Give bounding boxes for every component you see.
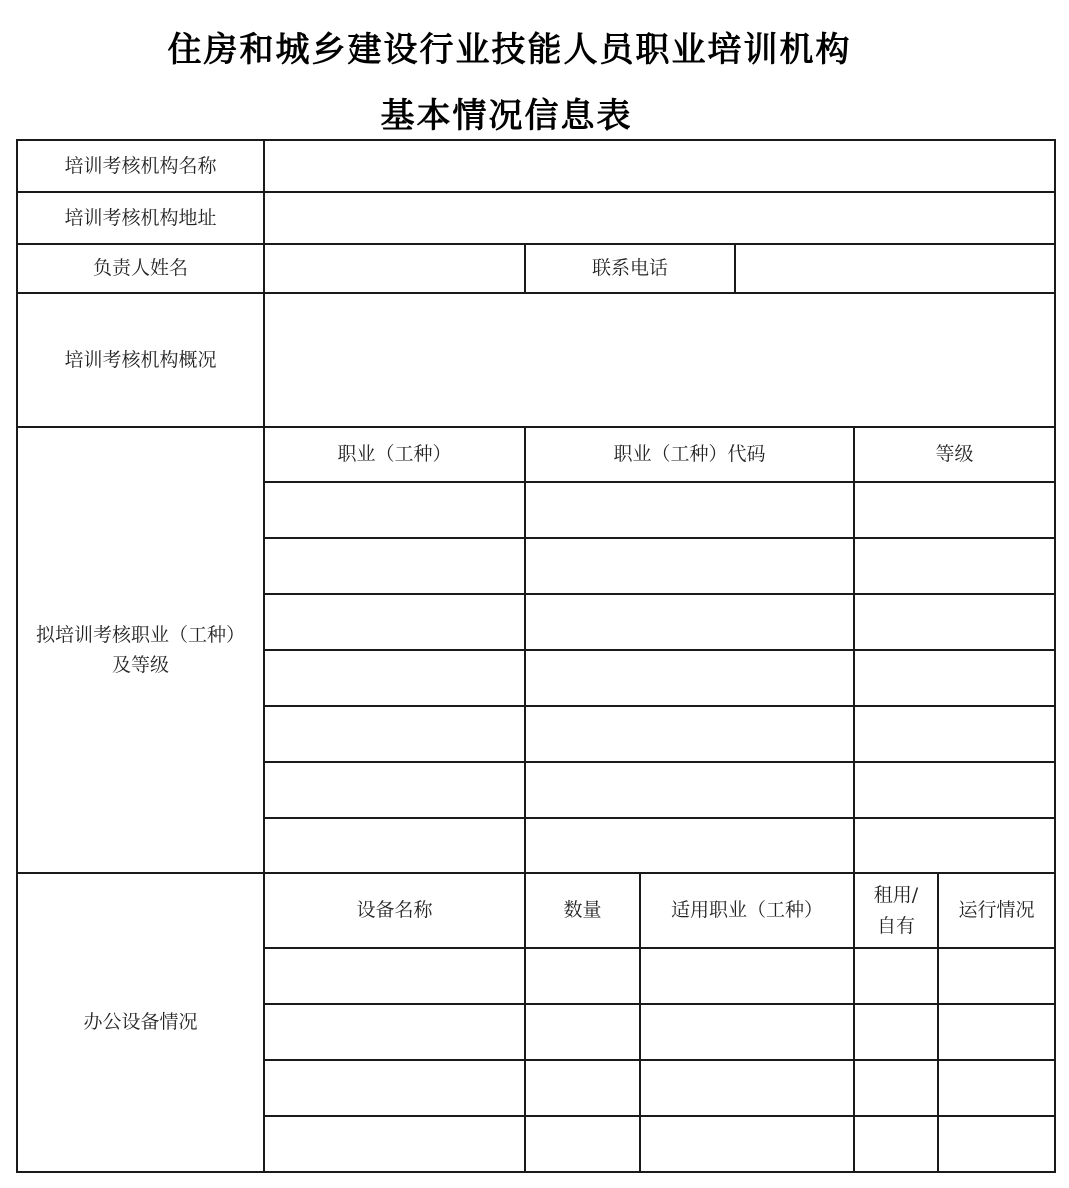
occupation-code-cell[interactable] bbox=[524, 649, 855, 707]
form-title-line1: 住房和城乡建设行业技能人员职业培训机构 bbox=[167, 30, 852, 70]
occupation-code-cell[interactable] bbox=[524, 761, 855, 819]
level-cell[interactable] bbox=[853, 705, 1056, 763]
org-name-label: 培训考核机构名称 bbox=[16, 139, 265, 193]
equipment-section-label: 办公设备情况 bbox=[16, 872, 265, 1173]
overview-field[interactable] bbox=[263, 292, 1056, 428]
level-cell[interactable] bbox=[853, 649, 1056, 707]
rent-own-cell[interactable] bbox=[853, 1003, 939, 1061]
person-name-label: 负责人姓名 bbox=[16, 243, 265, 294]
applicable-occupation-cell[interactable] bbox=[639, 1003, 855, 1061]
org-address-field[interactable] bbox=[263, 191, 1056, 245]
overview-label: 培训考核机构概况 bbox=[16, 292, 265, 428]
applicable-occupation-cell[interactable] bbox=[639, 1115, 855, 1173]
applicable-occupation-cell[interactable] bbox=[639, 1059, 855, 1117]
operating-status-cell[interactable] bbox=[937, 1059, 1056, 1117]
phone-field[interactable] bbox=[734, 243, 1056, 294]
rent-own-cell[interactable] bbox=[853, 1059, 939, 1117]
occupation-cell[interactable] bbox=[263, 817, 526, 874]
occupation-code-cell[interactable] bbox=[524, 705, 855, 763]
col-header-operating-status: 运行情况 bbox=[937, 872, 1056, 949]
occupations-label-line1: 拟培训考核职业（工种） bbox=[35, 623, 245, 646]
rent-own-line2: 自有 bbox=[876, 914, 915, 937]
rent-own-cell[interactable] bbox=[853, 947, 939, 1005]
applicable-occupation-cell[interactable] bbox=[639, 947, 855, 1005]
quantity-cell[interactable] bbox=[524, 1115, 641, 1173]
col-header-equipment-name: 设备名称 bbox=[263, 872, 526, 949]
col-header-applicable-occupation: 适用职业（工种） bbox=[639, 872, 855, 949]
level-cell[interactable] bbox=[853, 817, 1056, 874]
equipment-name-cell[interactable] bbox=[263, 947, 526, 1005]
equipment-name-cell[interactable] bbox=[263, 1115, 526, 1173]
occupation-cell[interactable] bbox=[263, 705, 526, 763]
col-header-rent-own bbox=[853, 872, 939, 949]
operating-status-cell[interactable] bbox=[937, 1115, 1056, 1173]
form-title-line2: 基本情况信息表 bbox=[380, 96, 633, 136]
occupation-cell[interactable] bbox=[263, 481, 526, 539]
rent-own-cell[interactable] bbox=[853, 1115, 939, 1173]
occupations-label-line2: 及等级 bbox=[111, 654, 169, 676]
occupation-cell[interactable] bbox=[263, 761, 526, 819]
occupation-code-cell[interactable] bbox=[524, 593, 855, 651]
phone-label: 联系电话 bbox=[524, 243, 736, 294]
level-cell[interactable] bbox=[853, 481, 1056, 539]
level-cell[interactable] bbox=[853, 761, 1056, 819]
col-header-occupation: 职业（工种） bbox=[263, 426, 526, 483]
quantity-cell[interactable] bbox=[524, 1003, 641, 1061]
occupation-code-cell[interactable] bbox=[524, 817, 855, 874]
occupation-code-cell[interactable] bbox=[524, 481, 855, 539]
col-header-quantity: 数量 bbox=[524, 872, 641, 949]
equipment-name-cell[interactable] bbox=[263, 1003, 526, 1061]
level-cell[interactable] bbox=[853, 537, 1056, 595]
level-cell[interactable] bbox=[853, 593, 1056, 651]
occupation-code-cell[interactable] bbox=[524, 537, 855, 595]
rent-own-line1: 租用/ bbox=[873, 884, 919, 907]
quantity-cell[interactable] bbox=[524, 947, 641, 1005]
col-header-level: 等级 bbox=[853, 426, 1056, 483]
occupation-cell[interactable] bbox=[263, 649, 526, 707]
org-name-field[interactable] bbox=[263, 139, 1056, 193]
equipment-name-cell[interactable] bbox=[263, 1059, 526, 1117]
occupations-section-label bbox=[16, 426, 265, 874]
occupation-cell[interactable] bbox=[263, 537, 526, 595]
person-name-field[interactable] bbox=[263, 243, 526, 294]
operating-status-cell[interactable] bbox=[937, 947, 1056, 1005]
operating-status-cell[interactable] bbox=[937, 1003, 1056, 1061]
quantity-cell[interactable] bbox=[524, 1059, 641, 1117]
org-address-label: 培训考核机构地址 bbox=[16, 191, 265, 245]
occupation-cell[interactable] bbox=[263, 593, 526, 651]
col-header-occupation-code: 职业（工种）代码 bbox=[524, 426, 855, 483]
